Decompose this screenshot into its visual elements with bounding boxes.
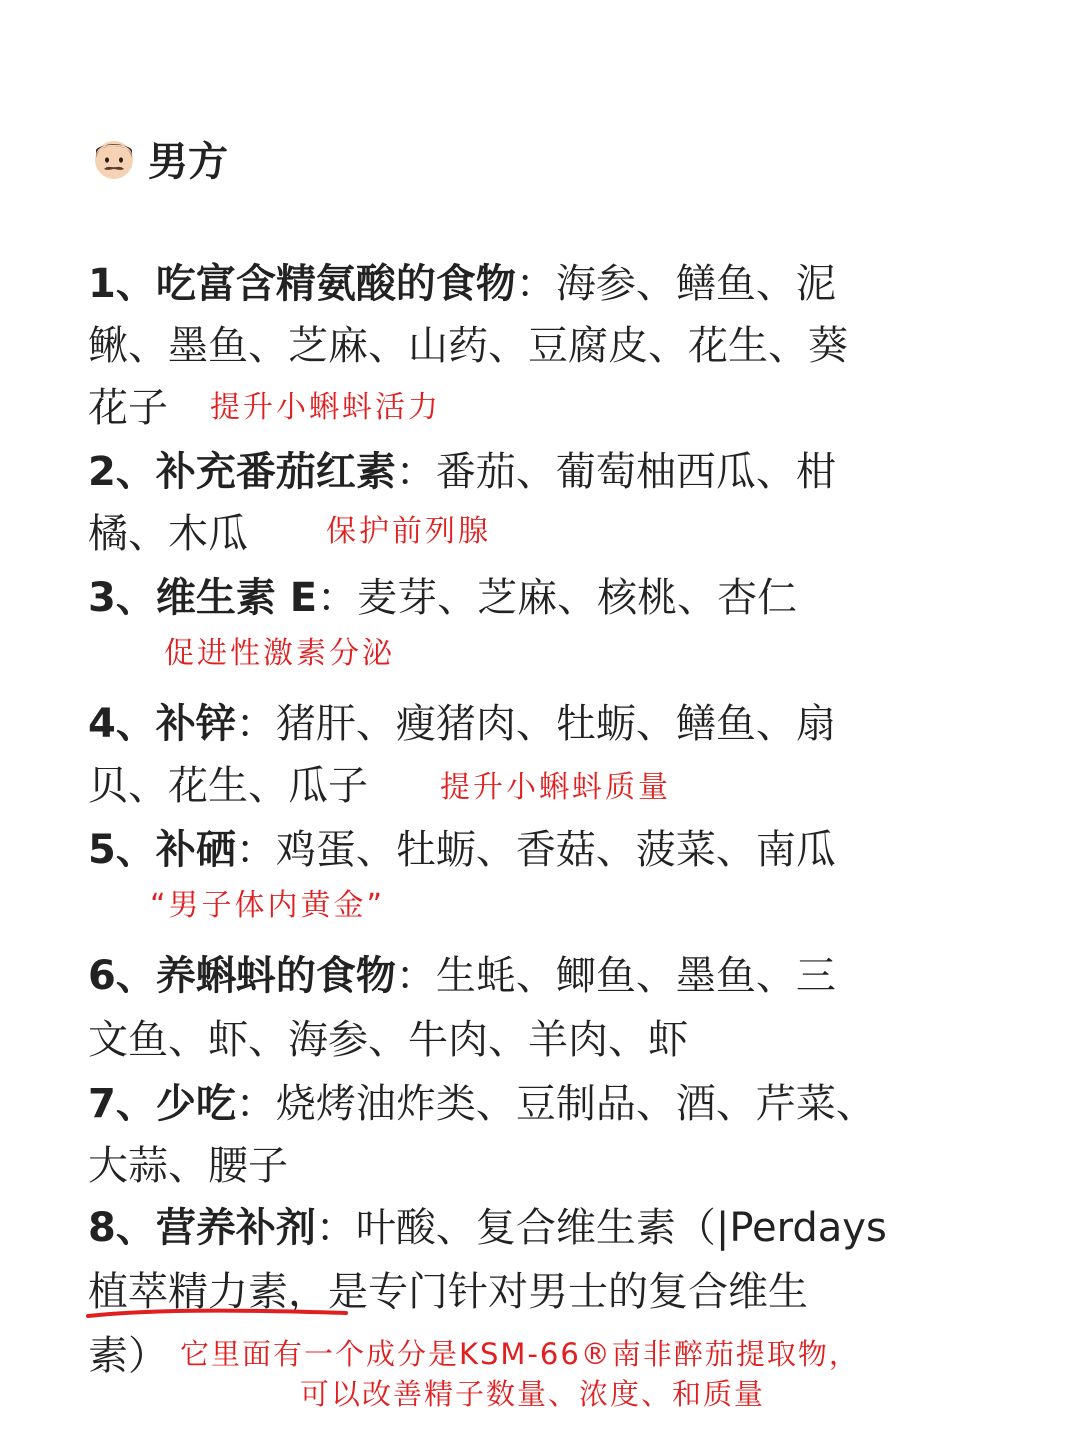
- item-1-line-2: 鳅、墨鱼、芝麻、山药、豆腐皮、花生、葵: [88, 323, 848, 369]
- item-4-heading: 4、补锌: [88, 701, 236, 747]
- item-8-note-1: 它里面有一个成分是KSM-66®南非醉茄提取物，: [180, 1337, 860, 1371]
- item-4-note: 提升小蝌蚪质量: [440, 770, 671, 805]
- item-2-heading: 2、补充番茄红素: [88, 449, 396, 495]
- item-8-line-1: [88, 1198, 887, 1258]
- item-8-line-3: 素）: [88, 1333, 168, 1379]
- item-7-heading: 7、少吃: [88, 1081, 236, 1127]
- item-2-line-1: [88, 442, 836, 502]
- item-6-heading: 6、养蝌蚪的食物: [88, 953, 396, 999]
- item-8-heading: 8、营养补剂: [88, 1205, 316, 1251]
- item-7-colon: ：: [235, 1081, 276, 1127]
- item-6-colon: ：: [395, 953, 436, 999]
- page-title: 男方: [148, 138, 228, 185]
- item-6-line-2: 文鱼、虾、海参、牛肉、羊肉、虾: [88, 1017, 688, 1063]
- item-1-heading: 1、吃富含精氨酸的食物: [88, 261, 516, 307]
- item-2-text: 番茄、葡萄柚西瓜、柑: [435, 449, 836, 495]
- item-7-line-1: [88, 1074, 876, 1134]
- item-3-line-1: [88, 568, 797, 628]
- item-5-colon: ：: [235, 827, 276, 873]
- item-2-colon: ：: [395, 449, 436, 495]
- item-4-line-1: [88, 694, 836, 754]
- item-4-text: 猪肝、瘦猪肉、牡蛎、鳝鱼、扇: [275, 701, 836, 747]
- item-4-colon: ：: [235, 701, 276, 747]
- item-5-note: “男子体内黄金”: [150, 888, 386, 923]
- item-3-colon: ：: [317, 575, 358, 621]
- red-underline-stroke: [86, 1304, 350, 1322]
- item-3-note: 促进性激素分泌: [164, 636, 395, 671]
- item-8-text: 叶酸、复合维生素（|Perdays: [355, 1205, 887, 1251]
- item-1-text: 海参、鳝鱼、泥: [555, 261, 836, 307]
- item-6-line-1: [88, 946, 836, 1006]
- man-emoji-icon: [90, 134, 138, 182]
- item-5-heading: 5、补硒: [88, 827, 236, 873]
- item-4-line-2: 贝、花生、瓜子: [88, 763, 368, 809]
- item-5-line-1: [88, 820, 836, 880]
- item-7-line-2: 大蒜、腰子: [88, 1143, 288, 1189]
- item-2-line-2: 橘、木瓜: [88, 511, 248, 557]
- item-8-colon: ：: [315, 1205, 356, 1251]
- header: [90, 128, 228, 188]
- item-7-text: 烧烤油炸类、豆制品、酒、芹菜、: [275, 1081, 876, 1127]
- item-3-text: 麦芽、芝麻、核桃、杏仁: [357, 575, 798, 621]
- item-8-note-2: 可以改善精子数量、浓度、和质量: [300, 1377, 766, 1411]
- item-1-note: 提升小蝌蚪活力: [210, 390, 441, 425]
- item-3-heading: 3、维生素 E: [88, 575, 318, 621]
- item-2-note: 保护前列腺: [326, 514, 491, 549]
- item-1-colon: ：: [515, 261, 556, 307]
- item-8-line-2: 植萃精力素，是专门针对男士的复合维生: [88, 1269, 808, 1315]
- item-5-text: 鸡蛋、牡蛎、香菇、菠菜、南瓜: [275, 827, 836, 873]
- item-6-text: 生蚝、鲫鱼、墨鱼、三: [435, 953, 836, 999]
- item-1-line-1: [88, 254, 836, 314]
- item-1-line-3: 花子: [88, 385, 168, 431]
